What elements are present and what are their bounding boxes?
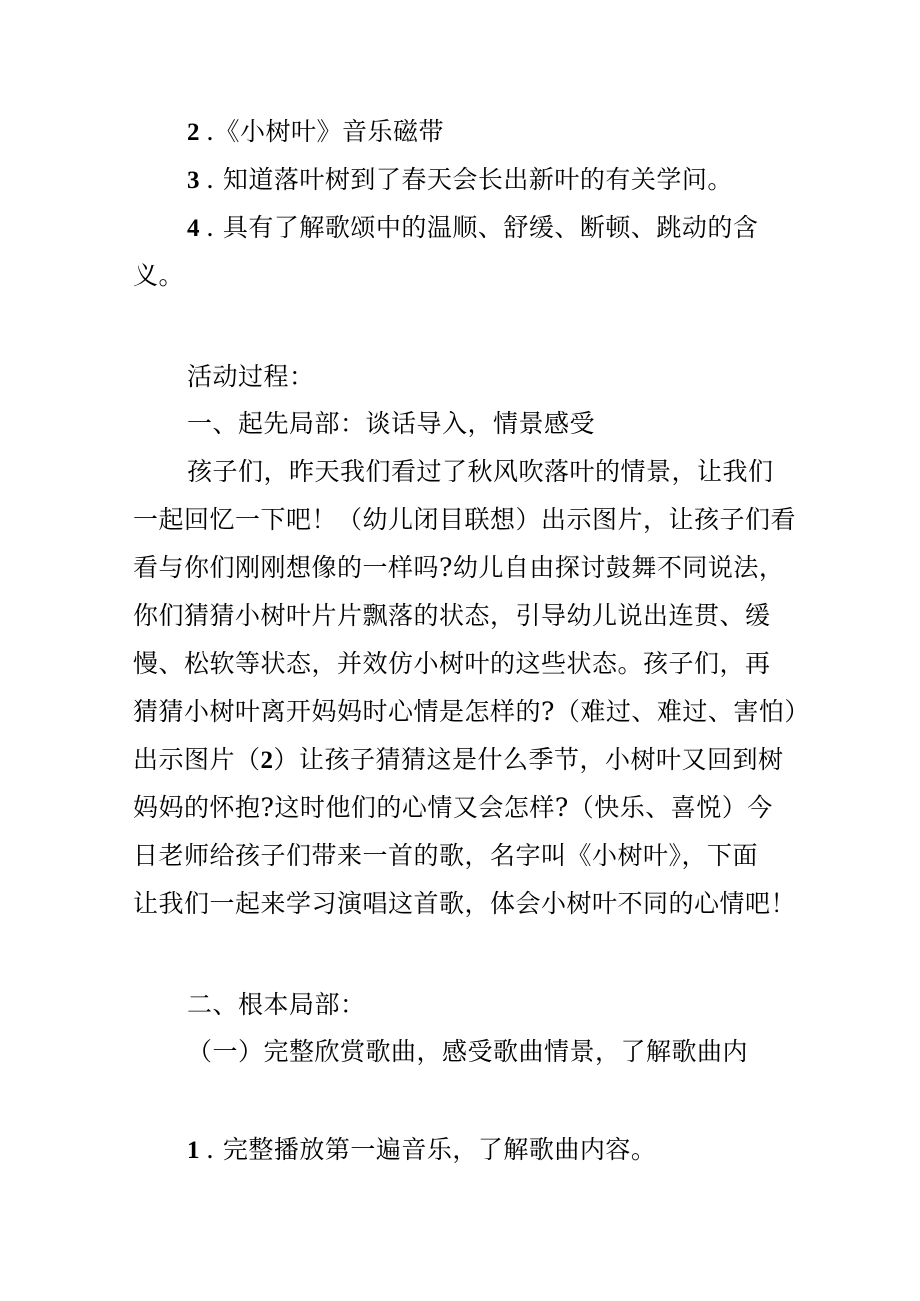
paragraph-line: 猜猜小树叶离开妈妈时心情是怎样的?（难过、难过、害怕） xyxy=(133,697,810,726)
paragraph-line: 出示图片（2）让孩子猜猜这是什么季节，小树叶又回到树 xyxy=(133,745,784,774)
material-item-3: 3 . 知道落叶树到了春天会长出新叶的有关学问。 xyxy=(187,165,733,194)
paragraph-line: 看与你们刚刚想像的一样吗?幼儿自由探讨鼓舞不同说法， xyxy=(133,553,785,582)
material-item-2: 2 .《小树叶》音乐磁带 xyxy=(187,117,444,146)
part2-subsection: （一）完整欣赏歌曲，感受歌曲情景，了解歌曲内 xyxy=(187,1037,749,1066)
paragraph-line: 日老师给孩子们带来一首的歌，名字叫《小树叶》，下面 xyxy=(133,841,759,870)
paragraph-line: 妈妈的怀抱?这时他们的心情又会怎样?（快乐、喜悦）今 xyxy=(133,793,773,822)
part2-step-1: 1 . 完整播放第一遍音乐，了解歌曲内容。 xyxy=(187,1135,657,1164)
material-item-4-continued: 义。 xyxy=(133,261,185,290)
part1-title: 一、起先局部：谈话导入，情景感受 xyxy=(187,409,596,438)
paragraph-line: 孩子们，昨天我们看过了秋风吹落叶的情景，让我们 xyxy=(187,457,774,486)
paragraph-line: 慢、松软等状态，并效仿小树叶的这些状态。孩子们，再 xyxy=(133,649,771,678)
process-heading: 活动过程： xyxy=(187,362,315,391)
material-item-4: 4 . 具有了解歌颂中的温顺、舒缓、断顿、跳动的含 xyxy=(187,213,759,242)
part2-title: 二、根本局部： xyxy=(187,990,366,1019)
paragraph-line: 一起回忆一下吧！（幼儿闭目联想）出示图片，让孩子们看 xyxy=(133,505,797,534)
paragraph-line: 让我们一起来学习演唱这首歌，体会小树叶不同的心情吧！ xyxy=(133,889,797,918)
paragraph-line: 你们猜猜小树叶片片飘落的状态，引导幼儿说出连贯、缓 xyxy=(133,601,771,630)
